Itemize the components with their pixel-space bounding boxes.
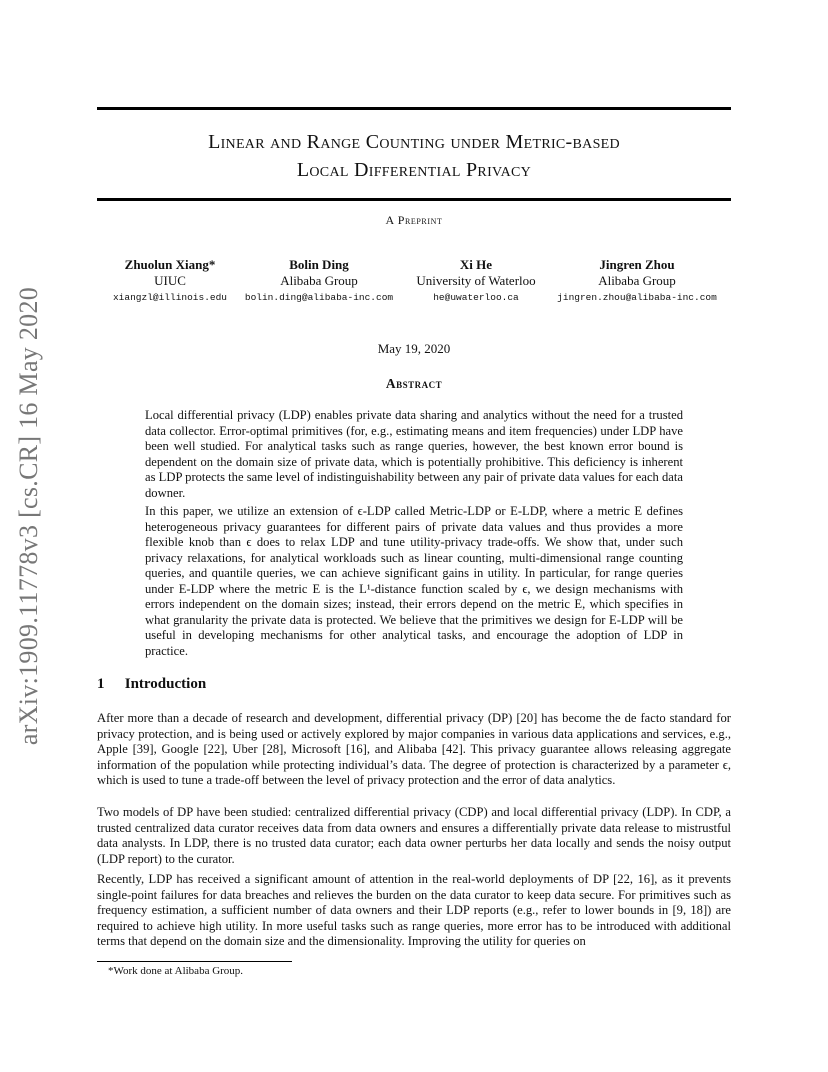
section-title: Introduction (124, 676, 207, 692)
author-block (542, 257, 732, 307)
body-text: After more than a decade of research and development, differential privacy (DP) [20] has become the de facto standard for privacy protection, and is being used or actively explored by major companies in various data applications and services, e.g., Apple [39], Google [22], Uber [28], Microsoft [16], and Alibaba [42]. This privacy guarantee allows releasing aggregate information of the population while protecting individual’s data. The degree of protection is characterized by a parameter ϵ, which is used to tune a trade-off between the level of privacy protection and the error of data analytics. (97, 711, 731, 787)
intro-paragraph-2 (97, 805, 731, 867)
author-affiliation: Alibaba Group (280, 273, 358, 288)
abstract-heading: Abstract (385, 376, 443, 391)
abstract-paragraph-1 (145, 408, 683, 501)
author-email[interactable]: xiangzl@illinois.edu (112, 292, 228, 303)
paper-date: May 19, 2020 (377, 341, 451, 356)
author-affiliation: University of Waterloo (416, 273, 536, 288)
body-text: Recently, LDP has received a significant amount of attention in the real-world deployments of DP [22, 16], as it prevents single-point failures for data breaches and relieves the burden on the data curator to keep data secure. For primitives such as frequency estimation, a sufficient number of data owners and their LDP reports (e.g., refer to lower bounds in [9, 18]) are required to achieve high utility. In more useful tasks such as range queries, more error has to be introduced with additional terms that depend on the domain size and the dimensionality. Improving the utility for queries on (97, 872, 731, 948)
abstract-paragraph-2 (145, 504, 683, 659)
section-heading (97, 676, 206, 693)
footnote-rule (97, 961, 292, 962)
author-name: Xi He (459, 257, 493, 272)
section-number: 1 (97, 676, 105, 692)
title-line-2: Local Differential Privacy (296, 159, 532, 181)
intro-paragraph-3 (97, 872, 731, 950)
abstract-text: In this paper, we utilize an extension of ϵ-LDP called Metric-LDP or E-LDP, where a metric E defines heterogeneous privacy guarantees for different pairs of private data values and thus provides a more flexible knob than ϵ does to relax LDP and tune utility-privacy trade-offs. We show that, under such privacy relaxations, for analytical workloads such as linear counting, multi-dimensional range counting queries, and quantile queries, we can achieve significant gains in utility. In particular, for range queries under E-LDP where the metric E is the L¹-distance function scaled by ϵ, we design mechanisms with errors independent on the domain sizes; instead, their errors depend on the metric E, which specifies in what granularity the private data is protected. We believe that the primitives we design for E-LDP will be useful in developing mechanisms for other analytical tasks, and encourage the adoption of LDP in practice. (145, 504, 683, 658)
intro-paragraph-1 (97, 711, 731, 789)
title-top-rule (97, 107, 731, 110)
author-email[interactable]: he@uwaterloo.ca (433, 292, 519, 303)
body-text: Two models of DP have been studied: centralized differential privacy (CDP) and local differential privacy (LDP). In CDP, a trusted centralized data curator receives data from data owners and ensures a differentially private data release to mistrustful data analysts. In LDP, there is no trusted data curator; each data owner perturbs her data locally and sends the noisy output (LDP report) to the curator. (97, 805, 731, 866)
preprint-label: A Preprint (385, 213, 443, 227)
author-email[interactable]: jingren.zhou@alibaba-inc.com (557, 292, 717, 303)
author-affiliation: Alibaba Group (598, 273, 676, 288)
author-email[interactable]: bolin.ding@alibaba-inc.com (244, 292, 394, 303)
title-line-1: Linear and Range Counting under Metric-based (208, 131, 620, 153)
abstract-text: Local differential privacy (LDP) enables private data sharing and analytics without the need for a trusted data collector. Error-optimal primitives (for, e.g., estimating means and item frequencies) under LDP have been well studied. For analytical tasks such as range queries, however, the best known error bound is dependent on the domain size of private data, which is potentially prohibitive. This deficiency is inherent as LDP protects the same level of indistinguishability between any pair of private data values for each data downer. (145, 408, 683, 500)
author-name: Bolin Ding (289, 257, 349, 272)
arxiv-identifier: arXiv:1909.11778v3 [cs.CR] 16 May 2020 (14, 286, 43, 746)
title-bottom-rule (97, 198, 731, 201)
author-affiliation: UIUC (154, 273, 186, 288)
paper-title (97, 128, 731, 184)
author-name: Jingren Zhou (599, 257, 675, 272)
arxiv-sidebar (4, 276, 54, 756)
author-name: Zhuolun Xiang* (124, 257, 216, 272)
footnote: *Work done at Alibaba Group. (108, 965, 244, 977)
